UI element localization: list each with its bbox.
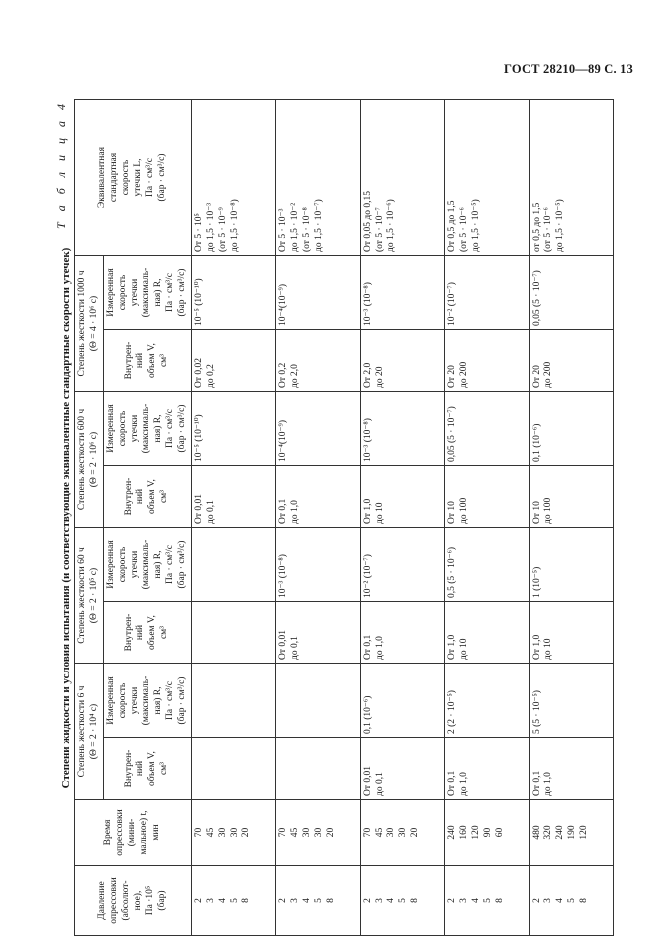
cell-equiv: От 5 · 10⁻³ до 1,5 · 10⁻² (от 5 · 10⁻⁸ до 1,5 · 10⁻⁷) <box>276 100 360 256</box>
cell-volume-60h: От 0,01 до 0,1 <box>276 602 360 664</box>
cell-rate-60h <box>191 528 275 602</box>
cell-rate-1000h: 10⁻³ (10⁻⁸) <box>360 256 444 330</box>
cell-pressure: 2 3 4 5 8 <box>445 866 529 936</box>
cell-volume-1000h: От 0,2 до 2,0 <box>276 330 360 392</box>
cell-pressure: 2 3 4 5 8 <box>529 866 613 936</box>
cell-volume-600h: От 10 до 100 <box>445 466 529 528</box>
cell-rate-600h: 0,1 (10⁻⁶) <box>529 392 613 466</box>
cell-rate-6h: 0,1 (10⁻⁶) <box>360 664 444 738</box>
col-volume-1000h: Внутрен- ний объем V, см³ <box>103 330 191 392</box>
cell-volume-6h <box>276 738 360 800</box>
cell-equiv: от 0,5 до 1,5 (от 5 · 10⁻⁶ до 1,5 · 10⁻⁵) <box>529 100 613 256</box>
col-rate-1000h: Измеренная скорость утечки (максималь- ная) R, Па · см³/с (бар · см³/с) <box>103 256 191 330</box>
cell-rate-1000h: 10⁻⁴(10⁻⁹) <box>276 256 360 330</box>
cell-pressure: 2 3 4 5 8 <box>276 866 360 936</box>
table-row <box>360 100 444 936</box>
cell-volume-600h: От 0,1 до 1,0 <box>276 466 360 528</box>
cell-rate-6h <box>191 664 275 738</box>
cell-volume-6h <box>191 738 275 800</box>
cell-volume-1000h: От 20 до 200 <box>529 330 613 392</box>
cell-time: 70 45 30 30 20 <box>360 800 444 866</box>
col-pressure: Давление опрессовки (абсолют- ное), Па ·10⁵ (бар) <box>75 866 192 936</box>
cell-volume-60h: От 1,0 до 10 <box>445 602 529 664</box>
cell-volume-1000h: От 2,0 до 20 <box>360 330 444 392</box>
cell-rate-600h: 0,05 (5 · 10⁻⁷) <box>445 392 529 466</box>
cell-rate-1000h: 10⁻² (10⁻⁷) <box>445 256 529 330</box>
cell-volume-600h: От 1,0 до 10 <box>360 466 444 528</box>
table-label: Т а б л и ц а 4 <box>54 100 68 229</box>
cell-volume-600h: От 10 до 100 <box>529 466 613 528</box>
cell-rate-60h: 0,5 (5 · 10⁻⁶) <box>445 528 529 602</box>
cell-rate-1000h: 10⁻⁵ (10⁻¹⁰) <box>191 256 275 330</box>
cell-equiv: От 0,05 до 0,15 (от 5 · 10⁻⁷ до 1,5 · 10⁻⁶) <box>360 100 444 256</box>
cell-volume-600h: От 0,01 до 0,1 <box>191 466 275 528</box>
table-caption: Степени жидкости и условия испытания (и соответствующие эквивалентные стандартные скорости утечек) <box>60 247 72 789</box>
cell-pressure: 2 3 4 5 8 <box>360 866 444 936</box>
leak-rate-table <box>74 99 614 936</box>
col-volume-600h: Внутрен- ний объем V, см³ <box>103 466 191 528</box>
table-row <box>191 100 275 936</box>
cell-time: 70 45 30 30 20 <box>191 800 275 866</box>
cell-equiv: От 0,5 до 1,5 (от 5 · 10⁻⁶ до 1,5 · 10⁻⁵) <box>445 100 529 256</box>
col-rate-60h: Измеренная скорость утечки (максималь- ная) R, Па · см³/с (бар · см³/с) <box>103 528 191 602</box>
cell-rate-60h: 10⁻² (10⁻⁷) <box>360 528 444 602</box>
cell-equiv: От 5 · 10⁵ до 1,5 · 10⁻³ (от 5 · 10⁻⁹ до 1,5 · 10⁻⁸) <box>191 100 275 256</box>
cell-volume-6h: От 0,01 до 0,1 <box>360 738 444 800</box>
cell-volume-60h <box>191 602 275 664</box>
cell-rate-6h <box>276 664 360 738</box>
cell-time: 70 45 30 30 20 <box>276 800 360 866</box>
cell-volume-6h: От 0,1 до 1,0 <box>445 738 529 800</box>
header-row-1 <box>75 100 104 936</box>
table-row <box>276 100 360 936</box>
cell-pressure: 2 3 4 5 8 <box>191 866 275 936</box>
col-time: Время опрессовки (мини- мальное) t, мин <box>75 800 192 866</box>
cell-rate-60h: 1 (10⁻⁵) <box>529 528 613 602</box>
cell-rate-6h: 5 (5 · 10⁻⁵) <box>529 664 613 738</box>
cell-volume-60h: От 0,1 до 1,0 <box>360 602 444 664</box>
cell-rate-600h: 10⁻⁴(10⁻⁹) <box>276 392 360 466</box>
cell-volume-1000h: От 0,02 до 0,2 <box>191 330 275 392</box>
cell-volume-6h: От 0,1 до 1,0 <box>529 738 613 800</box>
col-group-60h: Степень жесткости 60 ч (Θ = 2 · 10⁵ с) <box>75 528 104 664</box>
cell-volume-1000h: От 20 до 200 <box>445 330 529 392</box>
col-volume-60h: Внутрен- ний объем V, см³ <box>103 602 191 664</box>
cell-rate-1000h: 0,05 (5 · 10⁻⁷) <box>529 256 613 330</box>
col-group-600h: Степень жесткости 600 ч (Θ = 2 · 10⁶ с) <box>75 392 104 528</box>
col-rate-6h: Измеренная скорость утечки (максималь- ная) R, Па · см³/с (бар · см³/с) <box>103 664 191 738</box>
table-row <box>445 100 529 936</box>
page-header: ГОСТ 28210—89 С. 13 <box>504 62 633 76</box>
cell-time: 240 160 120 90 60 <box>445 800 529 866</box>
cell-rate-600h: 10⁻³ (10⁻⁸) <box>360 392 444 466</box>
col-volume-6h: Внутрен- ний объем V, см³ <box>103 738 191 800</box>
cell-time: 480 320 240 190 120 <box>529 800 613 866</box>
col-rate-600h: Измеренная скорость утечки (максималь- ная) R, Па · см³/с (бар · см³/с) <box>103 392 191 466</box>
cell-rate-60h: 10⁻³ (10⁻⁸) <box>276 528 360 602</box>
table-row <box>529 100 613 936</box>
cell-rate-6h: 2 (2 · 10⁻⁵) <box>445 664 529 738</box>
cell-rate-600h: 10⁻⁵ (10⁻¹⁰) <box>191 392 275 466</box>
col-group-6h: Степень жесткости 6 ч (Θ = 2 · 10⁴ с) <box>75 664 104 800</box>
rotated-table-block <box>54 100 614 936</box>
cell-volume-60h: От 1,0 до 10 <box>529 602 613 664</box>
col-equiv: Эквивалентная стандартная скорость утечки L, Па · см³/с (бар · см³/с) <box>75 100 192 256</box>
col-group-1000h: Степень жесткости 1000 ч (Θ = 4 · 10⁶ с) <box>75 256 104 392</box>
